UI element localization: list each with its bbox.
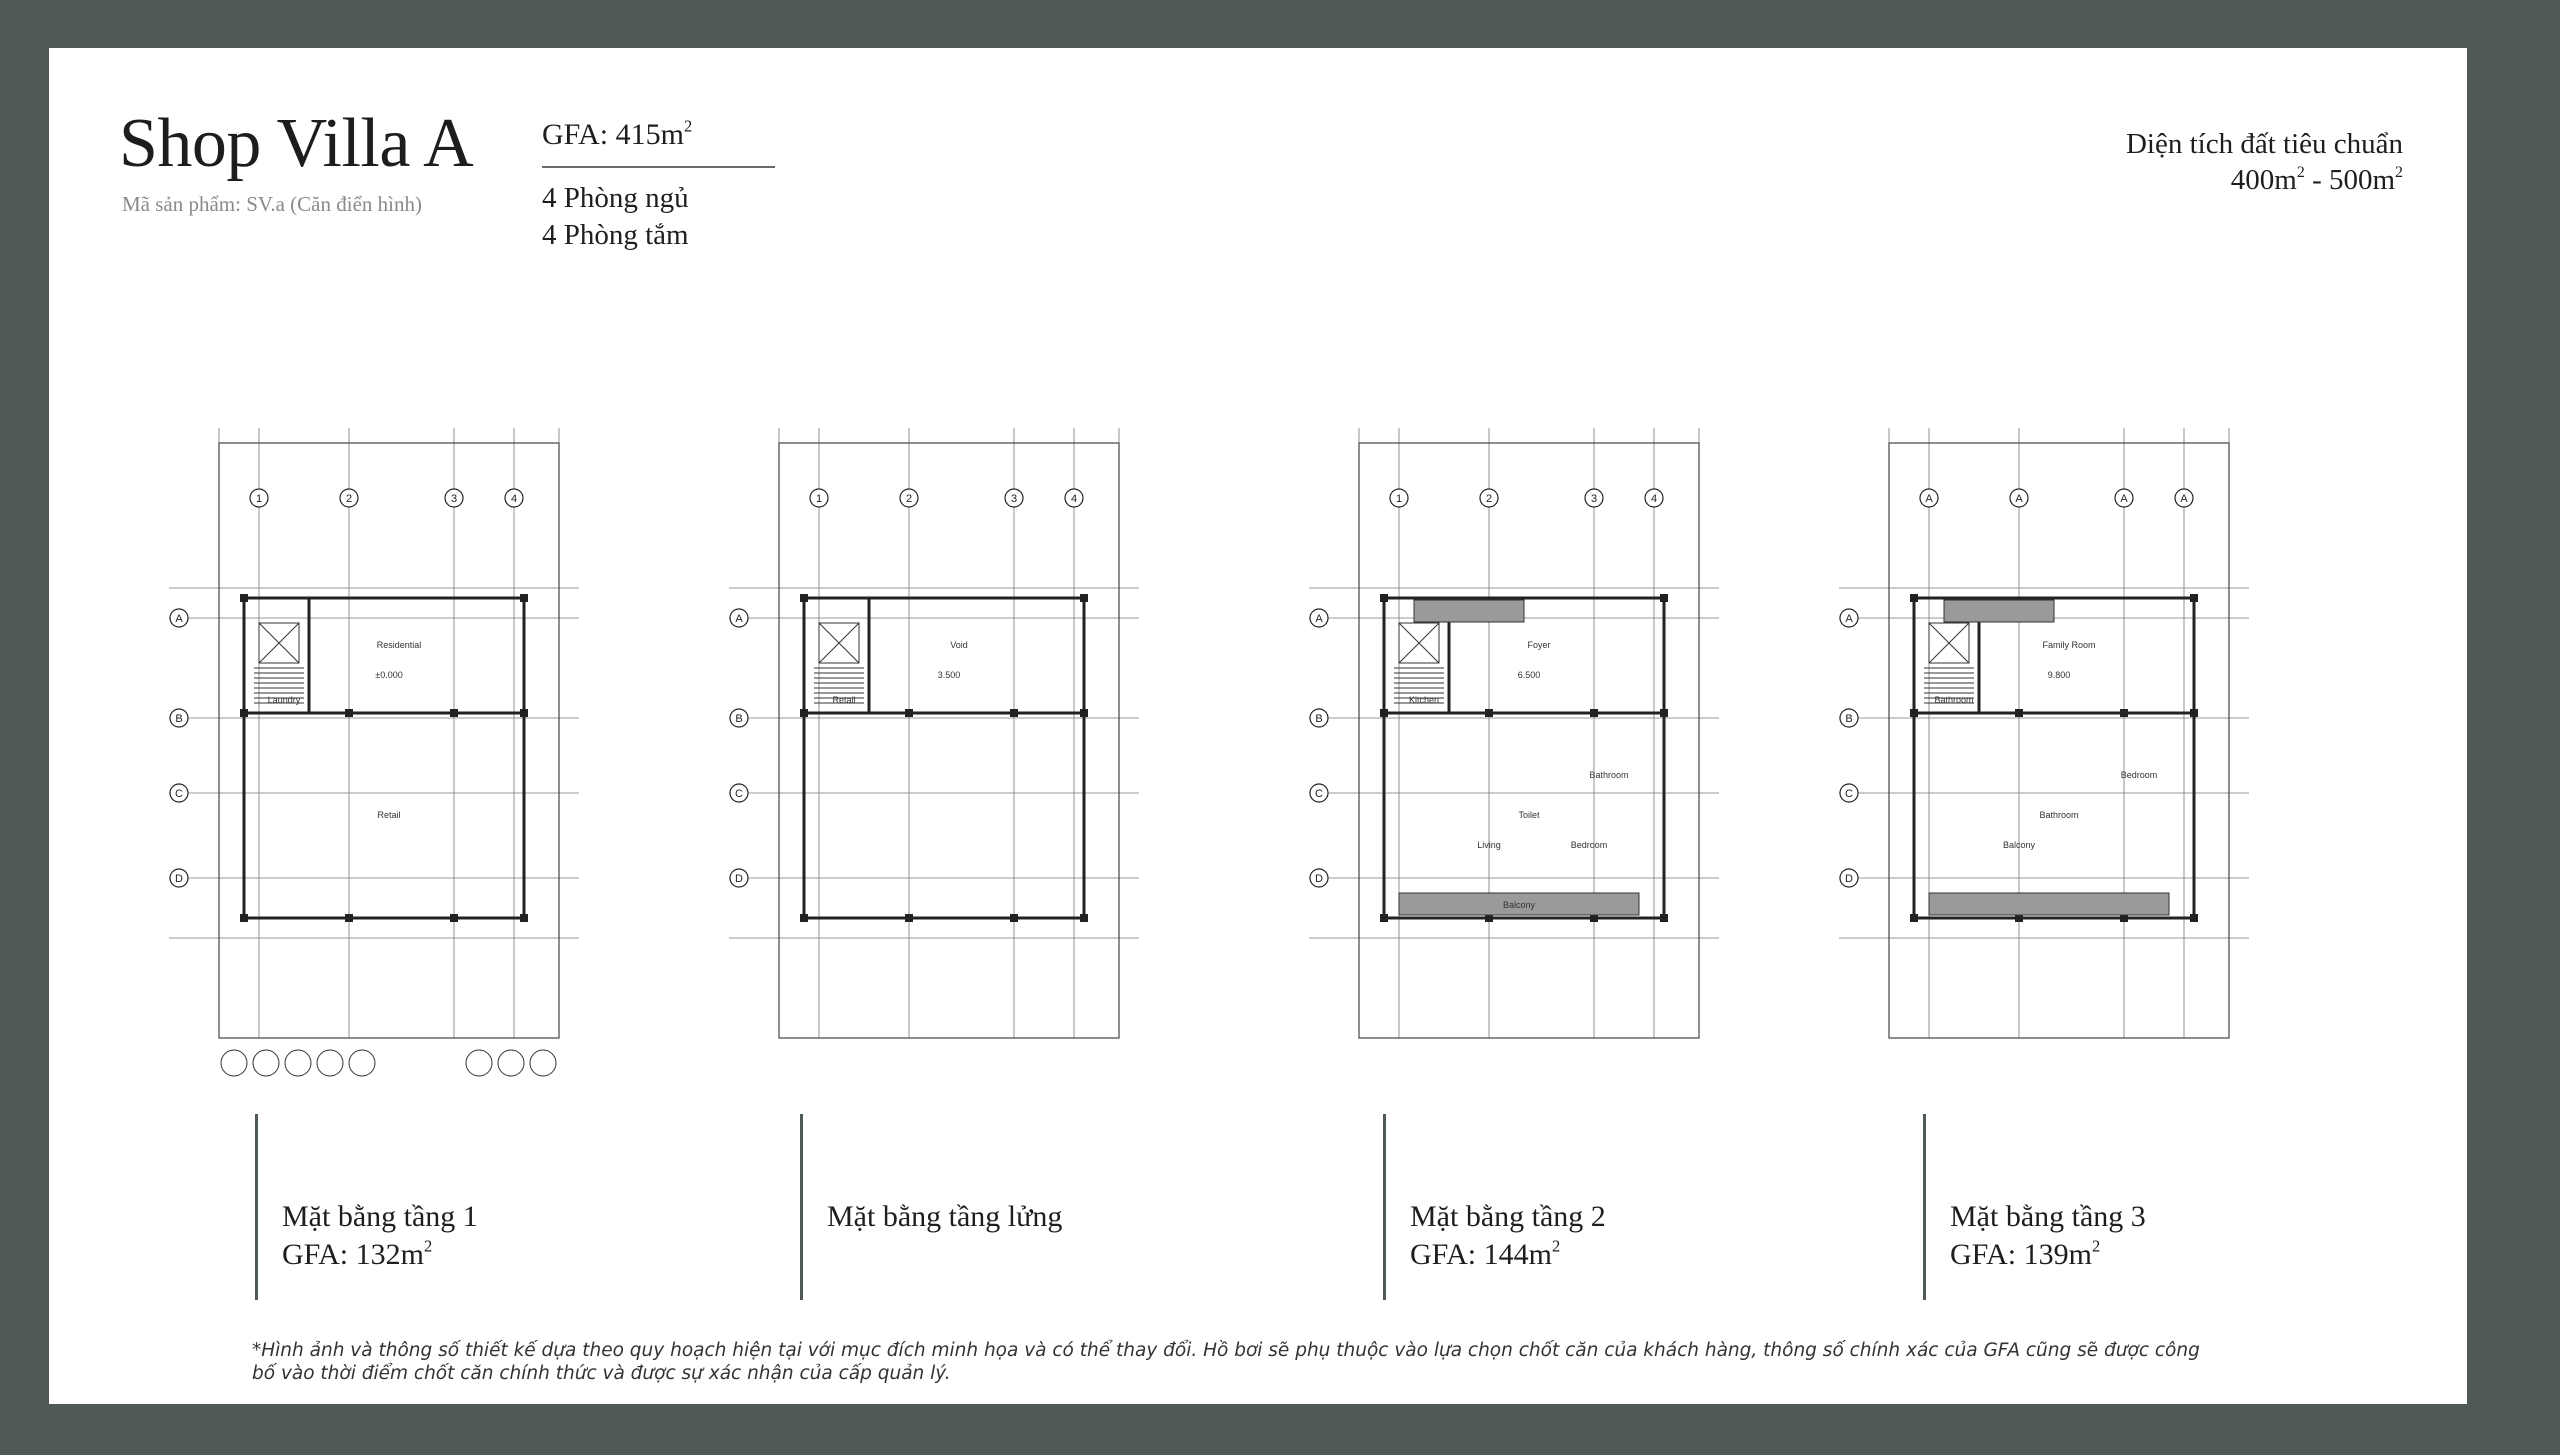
tree-symbol bbox=[498, 1050, 524, 1076]
balcony-hatch bbox=[1944, 600, 2054, 622]
column bbox=[1380, 914, 1388, 922]
room-label: Void bbox=[950, 640, 968, 650]
axis-label: 3 bbox=[450, 493, 458, 505]
column bbox=[345, 914, 353, 922]
land-area-max: - 500m bbox=[2304, 164, 2396, 196]
floor-plan-drawing bbox=[149, 378, 589, 1098]
bathroom-count: 4 Phòng tắm bbox=[542, 219, 689, 251]
caption-name: Mặt bằng tầng lửng bbox=[827, 1200, 1063, 1233]
plan-frame bbox=[1359, 443, 1699, 1038]
column bbox=[1660, 914, 1668, 922]
page-title: Shop Villa A bbox=[119, 105, 474, 182]
axis-label: 1 bbox=[255, 493, 263, 505]
caption-name: Mặt bằng tầng 1 bbox=[282, 1200, 478, 1233]
caption-level-3 bbox=[1923, 1114, 2256, 1300]
caption-ground-floor bbox=[255, 1114, 588, 1300]
land-area bbox=[2126, 126, 2403, 198]
column bbox=[2015, 709, 2023, 717]
floor-plan-ground bbox=[149, 378, 589, 1098]
row-label: C bbox=[735, 788, 743, 800]
axis-label: A bbox=[1925, 493, 1933, 505]
row-label: A bbox=[735, 613, 743, 625]
total-gfa-value: GFA: 415m bbox=[542, 118, 684, 151]
row-label: D bbox=[175, 873, 183, 885]
axis-label: 3 bbox=[1590, 493, 1598, 505]
axis-label: A bbox=[2015, 493, 2023, 505]
land-area-min: 400m bbox=[2230, 164, 2297, 196]
row-label: D bbox=[1845, 873, 1853, 885]
axis-label: 4 bbox=[1650, 493, 1658, 505]
room-summary bbox=[542, 180, 689, 254]
column bbox=[905, 709, 913, 717]
column bbox=[520, 709, 528, 717]
row-label: D bbox=[735, 873, 743, 885]
stair-core bbox=[814, 623, 864, 703]
room-label: Kitchen bbox=[1408, 695, 1440, 705]
caption-level-2 bbox=[1383, 1114, 1716, 1300]
tree-symbol bbox=[253, 1050, 279, 1076]
column bbox=[345, 709, 353, 717]
column bbox=[1080, 914, 1088, 922]
row-label: A bbox=[1315, 613, 1323, 625]
grid-lines bbox=[1309, 428, 1719, 1038]
column bbox=[1910, 914, 1918, 922]
axis-label: 1 bbox=[1395, 493, 1403, 505]
room-label: Foyer bbox=[1527, 640, 1551, 650]
column bbox=[2190, 594, 2198, 602]
column bbox=[520, 594, 528, 602]
column bbox=[800, 709, 808, 717]
floor-plan-level-3 bbox=[1819, 378, 2259, 1098]
balcony-hatch bbox=[1414, 600, 1524, 622]
tree-symbol bbox=[285, 1050, 311, 1076]
land-area-max-sup: 2 bbox=[2395, 164, 2403, 182]
total-gfa bbox=[542, 118, 692, 152]
axis-label: 4 bbox=[1070, 493, 1078, 505]
room-label: Residential bbox=[376, 640, 422, 650]
caption-name: Mặt bằng tầng 2 bbox=[1410, 1200, 1606, 1233]
tree-symbol bbox=[221, 1050, 247, 1076]
floor-plan-level-2 bbox=[1289, 378, 1729, 1098]
caption-mezzanine bbox=[800, 1114, 1133, 1300]
land-area-min-sup: 2 bbox=[2296, 164, 2305, 182]
level-label: 9.800 bbox=[2047, 670, 2071, 680]
caption-name: Mặt bằng tầng 3 bbox=[1950, 1200, 2146, 1233]
room-label: Balcony bbox=[1502, 900, 1536, 910]
row-label: A bbox=[175, 613, 183, 625]
room-label: Bedroom bbox=[2120, 770, 2158, 780]
brochure-sheet bbox=[49, 48, 2467, 1404]
column bbox=[1080, 594, 1088, 602]
axis-label: 4 bbox=[510, 493, 518, 505]
room-label: Bathroom bbox=[1589, 770, 1629, 780]
axis-label: 1 bbox=[815, 493, 823, 505]
column bbox=[1380, 709, 1388, 717]
room-label: Bathroom bbox=[2039, 810, 2079, 820]
row-label: B bbox=[175, 713, 183, 725]
axis-label: A bbox=[2120, 493, 2128, 505]
row-label: B bbox=[1845, 713, 1853, 725]
column bbox=[1010, 709, 1018, 717]
column bbox=[450, 709, 458, 717]
level-label: ±0.000 bbox=[375, 670, 403, 680]
gfa-divider bbox=[542, 166, 775, 168]
caption-gfa: GFA: $139m^2$ bbox=[1950, 1236, 2101, 1271]
axis-label: 2 bbox=[1485, 493, 1493, 505]
level-label: 3.500 bbox=[937, 670, 961, 680]
room-label: Living bbox=[1477, 840, 1501, 850]
column bbox=[1380, 594, 1388, 602]
caption-gfa: GFA: $144m^2$ bbox=[1410, 1236, 1561, 1271]
column bbox=[1910, 594, 1918, 602]
land-area-range bbox=[2126, 162, 2403, 198]
grid-lines bbox=[729, 428, 1139, 1038]
column bbox=[450, 914, 458, 922]
room-label: Toilet bbox=[1518, 810, 1540, 820]
column bbox=[800, 594, 808, 602]
row-label: D bbox=[1315, 873, 1323, 885]
column bbox=[1485, 709, 1493, 717]
column bbox=[2190, 914, 2198, 922]
floor-plan-drawing bbox=[709, 378, 1149, 1098]
row-label: A bbox=[1845, 613, 1853, 625]
room-label: Balcony bbox=[2002, 840, 2036, 850]
tree-symbol bbox=[530, 1050, 556, 1076]
column bbox=[1660, 594, 1668, 602]
room-label: Laundry bbox=[267, 695, 301, 705]
row-label: C bbox=[1315, 788, 1323, 800]
column bbox=[1590, 709, 1598, 717]
column bbox=[905, 914, 913, 922]
room-label: Retail bbox=[832, 695, 856, 705]
column bbox=[2190, 709, 2198, 717]
axis-label: 2 bbox=[905, 493, 913, 505]
land-area-label: Diện tích đất tiêu chuẩn bbox=[2125, 128, 2403, 160]
bedroom-count: 4 Phòng ngủ bbox=[542, 182, 689, 214]
row-label: B bbox=[735, 713, 743, 725]
floor-plan-drawing bbox=[1819, 378, 2259, 1098]
tree-symbol bbox=[349, 1050, 375, 1076]
caption-gfa: GFA: $132m^2$ bbox=[282, 1236, 433, 1271]
plan-frame bbox=[1889, 443, 2229, 1038]
stair-core bbox=[1924, 623, 1974, 703]
column bbox=[800, 914, 808, 922]
room-label: Bathroom bbox=[1934, 695, 1974, 705]
grid-lines bbox=[1839, 428, 2249, 1038]
room-label: Bedroom bbox=[1570, 840, 1608, 850]
plan-frame bbox=[779, 443, 1119, 1038]
axis-label: 3 bbox=[1010, 493, 1018, 505]
axis-label: A bbox=[2180, 493, 2188, 505]
stair-core bbox=[254, 623, 304, 703]
landscape-trees bbox=[221, 1050, 556, 1076]
column bbox=[240, 594, 248, 602]
column bbox=[1010, 914, 1018, 922]
column bbox=[240, 709, 248, 717]
column bbox=[520, 914, 528, 922]
column bbox=[240, 914, 248, 922]
axis-label: 2 bbox=[345, 493, 353, 505]
room-label: Family Room bbox=[2042, 640, 2096, 650]
tree-symbol bbox=[317, 1050, 343, 1076]
column bbox=[1080, 709, 1088, 717]
stair-core bbox=[1394, 623, 1444, 703]
row-label: B bbox=[1315, 713, 1323, 725]
row-label: C bbox=[175, 788, 183, 800]
floor-plan-mezzanine bbox=[709, 378, 1149, 1098]
room-label: Retail bbox=[377, 810, 401, 820]
grid-lines bbox=[169, 428, 579, 1038]
column bbox=[2120, 709, 2128, 717]
total-gfa-unit-sup: 2 bbox=[683, 116, 693, 136]
tree-symbol bbox=[466, 1050, 492, 1076]
level-label: 6.500 bbox=[1517, 670, 1541, 680]
column bbox=[1910, 709, 1918, 717]
plan-frame bbox=[219, 443, 559, 1038]
row-label: C bbox=[1845, 788, 1853, 800]
floor-plan-drawing bbox=[1289, 378, 1729, 1098]
disclaimer-footnote: *Hình ảnh và thông số thiết kế dựa theo quy hoạch hiện tại với mục đích minh họa và có thể thay đổi. Hồ bơi sẽ phụ thuộc vào lựa chọn chốt căn của khách hàng, thông số chính xác của GFA cũng sẽ được công bố vào thời điểm chốt căn chính thức và được sự xác nhận của cấp quản lý. bbox=[252, 1340, 2200, 1384]
product-code: Mã sản phẩm: SV.a (Căn điển hình) bbox=[122, 192, 422, 216]
column bbox=[1660, 709, 1668, 717]
balcony-hatch bbox=[1929, 893, 2169, 915]
